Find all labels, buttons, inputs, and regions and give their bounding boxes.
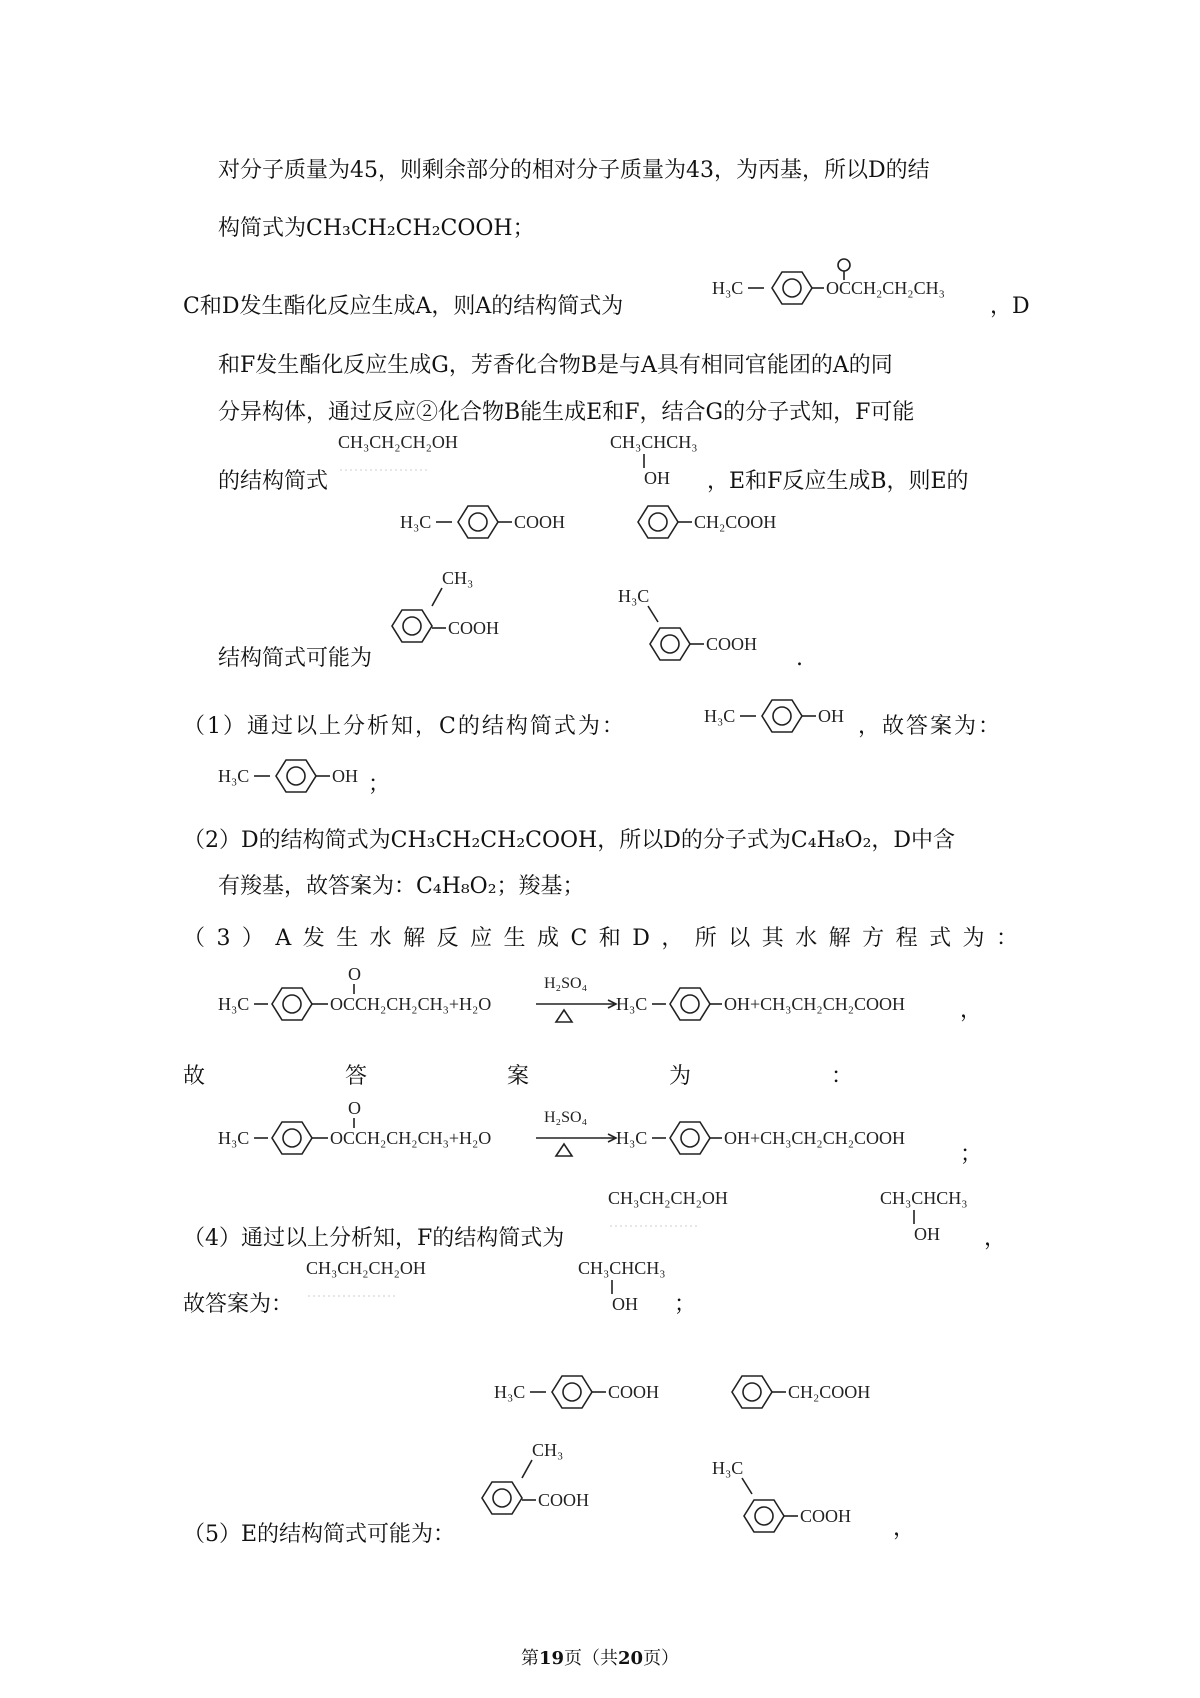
h3c-label: H₃C <box>218 1128 250 1148</box>
h3c-label: H₃C <box>704 706 736 726</box>
ring-circle <box>783 279 801 297</box>
q4-comma: ， <box>984 1226 1007 1251</box>
isopropanol-label: CH₃CHCH₃ <box>578 1258 666 1278</box>
benzene-ring <box>762 700 802 732</box>
para-line-6: 的结构简式 <box>218 469 329 494</box>
para-line-4: 和F发生酯化反应生成G，芳香化合物B是与A具有相同官能团的A的同 <box>218 353 893 378</box>
p-cresol-structure-answer <box>218 752 391 802</box>
bond <box>648 606 658 622</box>
benzene-ring <box>772 272 812 304</box>
benzene-ring <box>272 1122 312 1154</box>
propanol-structure-answer <box>306 1254 456 1304</box>
phenylacetic-acid-q5 <box>730 1368 910 1418</box>
ring-circle <box>755 1507 773 1525</box>
q3-answer-intro: 故答案为： <box>183 1064 994 1089</box>
oh-label: OH <box>914 1224 940 1244</box>
propanol-label: CH₃CH₂CH₂OH <box>338 432 458 452</box>
o-toluic-acid <box>388 566 528 666</box>
oh-label: OH <box>818 706 844 726</box>
heat-symbol <box>556 1144 572 1156</box>
o-toluic-acid-q5 <box>478 1438 618 1538</box>
q4-line: （4）通过以上分析知，F的结构简式为 <box>183 1226 565 1251</box>
benzene-ring <box>744 1500 784 1532</box>
carbonyl-o <box>838 259 850 271</box>
q2-line-1: （2）D的结构简式为CH₃CH₂CH₂COOH，所以D的分子式为C₄H₈O₂，D中含 <box>183 828 956 853</box>
m-toluic-acid-q5 <box>712 1456 882 1556</box>
benzene-ring <box>392 610 432 642</box>
cooh-label: COOH <box>538 1490 590 1510</box>
ring-circle <box>681 995 699 1013</box>
q3-line: （3）A发生水解反应生成C和D，所以其水解方程式为： <box>183 926 1018 951</box>
q1-end: ； <box>368 772 391 797</box>
hydrolysis-equation <box>218 960 978 1030</box>
ring-circle <box>283 1129 301 1147</box>
ring-circle <box>681 1129 699 1147</box>
ring-circle <box>649 513 667 531</box>
bond <box>432 588 442 606</box>
equation-right: OH+CH₃CH₂CH₂COOH <box>724 1128 905 1148</box>
q4-answer-intro: 故答案为： <box>183 1292 294 1317</box>
ring-circle <box>661 635 679 653</box>
para-line-3-end: ，D <box>990 294 1030 319</box>
oh-label: OH <box>612 1294 638 1314</box>
p-toluic-acid-q5 <box>494 1368 694 1418</box>
ring-circle <box>563 1383 581 1401</box>
benzene-ring <box>732 1376 772 1408</box>
p-cresol-structure <box>704 692 874 742</box>
benzene-ring <box>552 1376 592 1408</box>
cooh-label: COOH <box>800 1506 852 1526</box>
h3c-label: H₃C <box>616 994 648 1014</box>
isopropanol-structure-answer <box>578 1254 688 1318</box>
ring-circle <box>283 995 301 1013</box>
carbonyl-o-label: O <box>348 1098 361 1118</box>
q1-answer-intro: ，故答案为： <box>858 714 1003 739</box>
benzene-ring <box>650 628 690 660</box>
q5-line: （5）E的结构简式可能为： <box>183 1522 456 1547</box>
para-line-7: 结构简式可能为 <box>218 646 373 671</box>
benzene-ring <box>458 506 498 538</box>
q2-line-2: 有羧基，故答案为：C₄H₈O₂；羧基； <box>218 874 585 899</box>
propanol-structure-q4 <box>608 1184 758 1234</box>
catalyst-label: H₂SO₄ <box>544 975 588 992</box>
ch2cooh-label: CH₂COOH <box>788 1382 871 1402</box>
benzene-ring <box>638 506 678 538</box>
h3c-label: H₃C <box>712 1458 744 1478</box>
h3c-label: H₃C <box>400 512 432 532</box>
isopropanol-structure <box>610 428 720 492</box>
ring-circle <box>287 767 305 785</box>
cooh-label: COOH <box>608 1382 660 1402</box>
h3c-label: H₃C <box>616 1128 648 1148</box>
catalyst-label: H₂SO₄ <box>544 1109 588 1126</box>
benzene-ring <box>670 988 710 1020</box>
propanol-label: CH₃CH₂CH₂OH <box>306 1258 426 1278</box>
ch2cooh-label: CH₂COOH <box>694 512 777 532</box>
ring-circle <box>493 1489 511 1507</box>
benzene-ring <box>670 1122 710 1154</box>
heat-symbol <box>556 1010 572 1022</box>
q5-comma: ， <box>893 1516 916 1541</box>
h3c-label: H₃C <box>218 994 250 1014</box>
para-line-2: 构简式为CH₃CH₂CH₂COOH； <box>218 216 535 241</box>
cooh-label: COOH <box>706 634 758 654</box>
footer-post: 页） <box>643 1648 680 1669</box>
bond <box>522 1460 532 1478</box>
cooh-label: COOH <box>448 618 500 638</box>
oh-label: OH <box>332 766 358 786</box>
para-line-1: 对分子质量为45，则剩余部分的相对分子质量为43，为丙基，所以D的结 <box>218 158 930 183</box>
ester-structure-a <box>712 254 992 314</box>
oh-label: OH <box>644 468 670 488</box>
para-line-5: 分异构体，通过反应②化合物B能生成E和F，结合G的分子式知，F可能 <box>218 400 915 425</box>
carbonyl-o-label: O <box>348 964 361 984</box>
footer-pre: 第 <box>520 1648 539 1669</box>
propanol-label: CH₃CH₂CH₂OH <box>608 1188 728 1208</box>
p-toluic-acid <box>400 498 600 548</box>
cooh-label: COOH <box>514 512 566 532</box>
ring-circle <box>403 617 421 635</box>
q3-end: ； <box>960 1142 983 1167</box>
phenylacetic-acid <box>636 498 816 548</box>
ch3-label: CH₃ <box>532 1440 564 1460</box>
bond <box>742 1478 752 1494</box>
isopropanol-label: CH₃CHCH₃ <box>610 432 698 452</box>
equation-left: OCCH₂CH₂CH₃+H₂O <box>330 1128 492 1148</box>
footer-mid: 页（共 <box>564 1648 618 1669</box>
q1-line: （1）通过以上分析知，C的结构简式为： <box>183 714 626 739</box>
ch3-label: CH₃ <box>442 568 474 588</box>
ester-tail-label: OCCH₂CH₂CH₃ <box>826 278 945 298</box>
propanol-structure <box>338 428 488 478</box>
h3c-label: H₃C <box>494 1382 526 1402</box>
h3c-label: H₃C <box>712 278 744 298</box>
para-line-7-end: . <box>796 646 803 671</box>
equation-right: OH+CH₃CH₂CH₂COOH <box>724 994 905 1014</box>
page-total: 20 <box>618 1648 644 1669</box>
m-toluic-acid <box>618 584 788 684</box>
q4-end: ； <box>674 1292 697 1317</box>
isopropanol-label: CH₃CHCH₃ <box>880 1188 968 1208</box>
ring-circle <box>773 707 791 725</box>
ring-circle <box>743 1383 761 1401</box>
h3c-label: H₃C <box>618 586 650 606</box>
isopropanol-structure-q4 <box>880 1184 990 1248</box>
page-footer <box>0 1644 1200 1670</box>
para-line-3: C和D发生酯化反应生成A，则A的结构简式为 <box>183 294 624 319</box>
page-number: 19 <box>538 1648 564 1669</box>
benzene-ring <box>482 1482 522 1514</box>
benzene-ring <box>272 988 312 1020</box>
benzene-ring <box>276 760 316 792</box>
equation-left: OCCH₂CH₂CH₃+H₂O <box>330 994 492 1014</box>
h3c-label: H₃C <box>218 766 250 786</box>
hydrolysis-equation-answer <box>218 1094 978 1164</box>
para-line-6-end: ，E和F反应生成B，则E的 <box>707 469 969 494</box>
ring-circle <box>469 513 487 531</box>
q3-comma: ， <box>960 998 983 1023</box>
